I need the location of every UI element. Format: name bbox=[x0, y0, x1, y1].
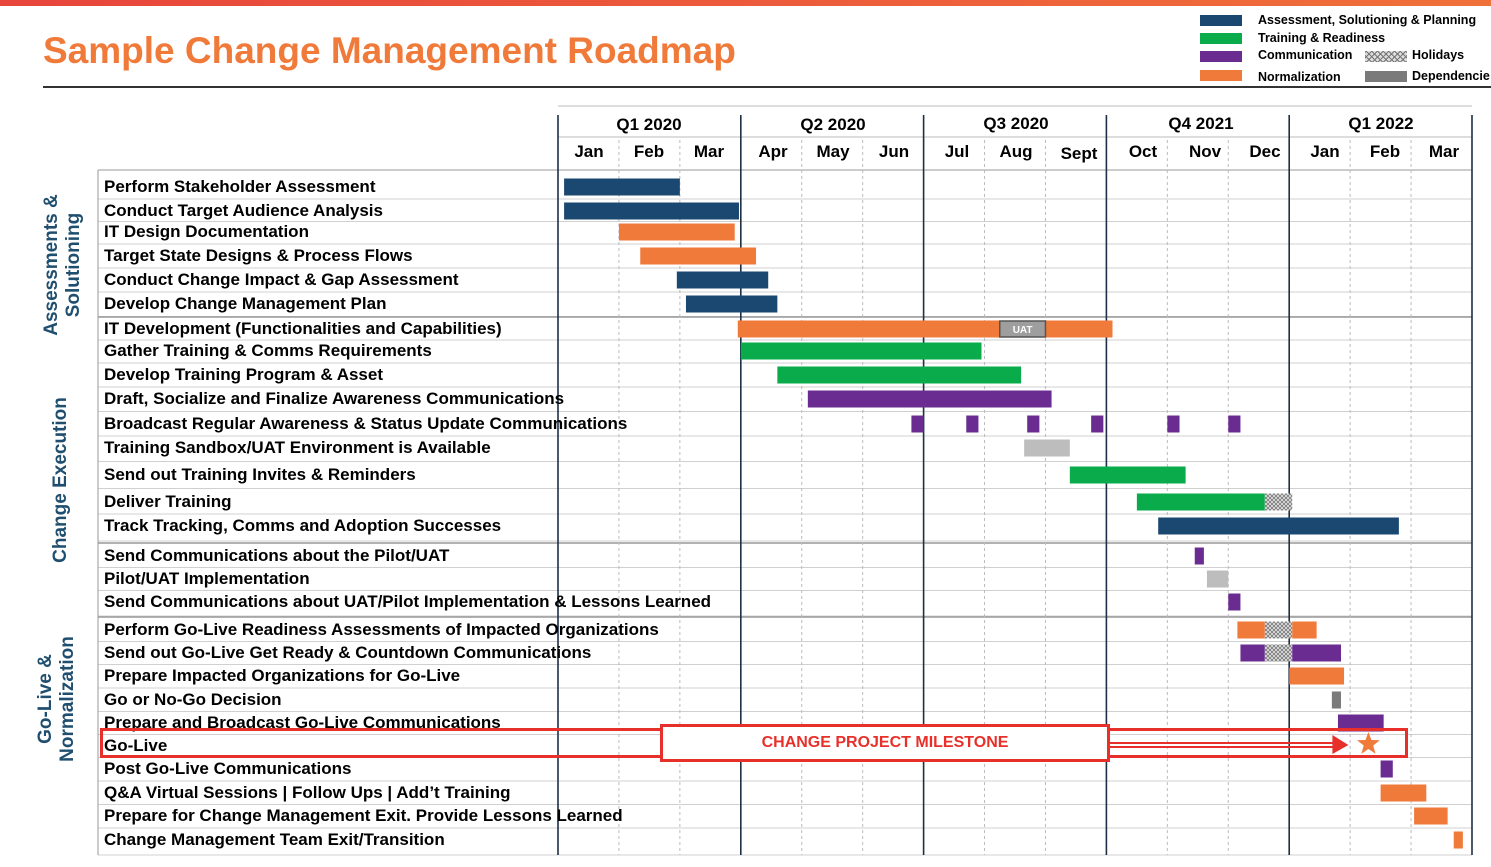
task-label: Post Go-Live Communications bbox=[104, 759, 352, 778]
gantt-bar-assessment bbox=[564, 179, 680, 196]
gantt-bar-normalization bbox=[738, 321, 1113, 338]
task-label: Perform Go-Live Readiness Assessments of Impacted Organizations bbox=[104, 620, 659, 639]
section-label-change-execution: Change Execution bbox=[50, 397, 71, 563]
month-header: Aug bbox=[999, 142, 1033, 161]
task-label: IT Design Documentation bbox=[104, 222, 309, 241]
task-label: Draft, Socialize and Finalize Awareness Communications bbox=[104, 389, 565, 408]
month-header: Jul bbox=[944, 142, 970, 161]
quarter-header: Q2 2020 bbox=[800, 115, 866, 134]
quarter-header: Q1 2022 bbox=[1348, 114, 1414, 133]
gantt-bar-assessment bbox=[1158, 518, 1399, 535]
task-label: Prepare Impacted Organizations for Go-Live bbox=[104, 666, 461, 685]
gantt-bar-normalization bbox=[1237, 622, 1264, 639]
gantt-bar-normalization bbox=[619, 224, 735, 241]
quarter-header: Q1 2020 bbox=[616, 115, 682, 134]
gantt-bar-communication bbox=[911, 416, 923, 433]
section-label-assessments: Assessments & Solutioning bbox=[41, 194, 84, 336]
month-header: Feb bbox=[1369, 142, 1401, 161]
gantt-bar-communication bbox=[1228, 594, 1240, 611]
task-label: IT Development (Functionalities and Capabilities) bbox=[104, 319, 502, 338]
task-label: Training Sandbox/UAT Environment is Available bbox=[104, 438, 491, 457]
gantt-bar-holiday bbox=[1265, 622, 1292, 639]
quarter-header: Q4 2021 bbox=[1168, 114, 1234, 133]
task-label: Pilot/UAT Implementation bbox=[104, 569, 310, 588]
gantt-bar-communication bbox=[808, 391, 1052, 408]
legend-label-normalization: Normalization bbox=[1258, 70, 1341, 84]
gantt-bar-assessment bbox=[677, 272, 768, 289]
gantt-bar-communication bbox=[1292, 645, 1341, 662]
month-header: Oct bbox=[1128, 142, 1158, 161]
month-header: Mar bbox=[1428, 142, 1460, 161]
task-label: Send Communications about the Pilot/UAT bbox=[104, 546, 450, 565]
gantt-bar-training bbox=[777, 367, 1021, 384]
gantt-bar-communication bbox=[1195, 548, 1204, 565]
task-label: Gather Training & Comms Requirements bbox=[104, 341, 432, 360]
gantt-bar-normalization bbox=[1454, 832, 1463, 849]
task-label: Q&A Virtual Sessions | Follow Ups | Add’t Training bbox=[104, 783, 511, 802]
gantt-bar-training bbox=[1137, 494, 1265, 511]
month-header: Jun bbox=[878, 142, 910, 161]
quarter-header: Q3 2020 bbox=[983, 114, 1049, 133]
month-header: May bbox=[816, 142, 850, 161]
gantt-bar-holiday bbox=[1265, 494, 1292, 511]
gantt-bar-normalization bbox=[640, 248, 756, 265]
gantt-bar-communication bbox=[1381, 761, 1393, 778]
task-label: Go or No-Go Decision bbox=[104, 690, 282, 709]
task-label: Prepare and Broadcast Go-Live Communications bbox=[104, 713, 501, 732]
gantt-bar-dependency bbox=[1024, 440, 1070, 457]
task-label: Target State Designs & Process Flows bbox=[104, 246, 413, 265]
gantt-bar-dependency bbox=[1207, 571, 1228, 588]
task-label: Send Communications about UAT/Pilot Implementation & Lessons Learned bbox=[104, 592, 712, 611]
task-label: Send out Go-Live Get Ready & Countdown Communications bbox=[104, 643, 592, 662]
task-label: Send out Training Invites & Reminders bbox=[104, 465, 416, 484]
gantt-bar-assessment bbox=[686, 296, 777, 313]
task-label: Conduct Change Impact & Gap Assessment bbox=[104, 270, 459, 289]
gantt-bar-normalization bbox=[1289, 668, 1344, 685]
milestone-callout: CHANGE PROJECT MILESTONE bbox=[660, 724, 1110, 762]
gantt-bar-communication bbox=[1228, 416, 1240, 433]
month-header: Jan bbox=[1310, 142, 1340, 161]
task-label: Develop Change Management Plan bbox=[104, 294, 387, 313]
task-label: Change Management Team Exit/Transition bbox=[104, 830, 445, 849]
legend-label-dependencies: Dependencie bbox=[1412, 69, 1490, 83]
task-label: Track Tracking, Comms and Adoption Successes bbox=[104, 516, 502, 535]
task-label: Perform Stakeholder Assessment bbox=[104, 177, 376, 196]
task-label: Conduct Target Audience Analysis bbox=[104, 201, 383, 220]
gantt-bar-training bbox=[741, 343, 982, 360]
gantt-bar-communication bbox=[1091, 416, 1103, 433]
gantt-bar-communication bbox=[966, 416, 978, 433]
task-label: Develop Training Program & Asset bbox=[104, 365, 383, 384]
month-header: Jan bbox=[574, 142, 604, 161]
gantt-bar-normalization bbox=[1414, 808, 1448, 825]
gantt-bar-normalization bbox=[1381, 785, 1427, 802]
task-label: Broadcast Regular Awareness & Status Update Communications bbox=[104, 414, 628, 433]
month-header: Feb bbox=[633, 142, 665, 161]
legend-label-assessment: Assessment, Solutioning & Planning bbox=[1258, 13, 1477, 27]
uat-bar-label: UAT bbox=[1012, 325, 1033, 336]
task-label: Go-Live bbox=[104, 736, 168, 755]
gantt-bar-holiday bbox=[1265, 645, 1292, 662]
task-label: Deliver Training bbox=[104, 492, 232, 511]
section-label-go-live: Go-Live & Normalization bbox=[35, 636, 78, 762]
gantt-bar-communication bbox=[1027, 416, 1039, 433]
task-label: Prepare for Change Management Exit. Provide Lessons Learned bbox=[104, 806, 623, 825]
month-header: Apr bbox=[758, 142, 788, 161]
month-header: Dec bbox=[1249, 142, 1281, 161]
gantt-bar-communication bbox=[1167, 416, 1179, 433]
month-header: Sept bbox=[1060, 144, 1098, 163]
legend-label-holidays: Holidays bbox=[1412, 48, 1465, 62]
gantt-bar-training bbox=[1070, 467, 1186, 484]
month-header: Nov bbox=[1188, 142, 1222, 161]
legend-label-training: Training & Readiness bbox=[1258, 31, 1386, 45]
legend-label-communication: Communication bbox=[1258, 48, 1353, 62]
page-title: Sample Change Management Roadmap bbox=[43, 30, 736, 71]
gantt-bar-communication bbox=[1240, 645, 1264, 662]
gantt-bar-assessment bbox=[564, 203, 739, 220]
gantt-bar-normalization bbox=[1292, 622, 1316, 639]
gantt-bar-dependency_dark bbox=[1332, 692, 1341, 709]
month-header: Mar bbox=[693, 142, 725, 161]
